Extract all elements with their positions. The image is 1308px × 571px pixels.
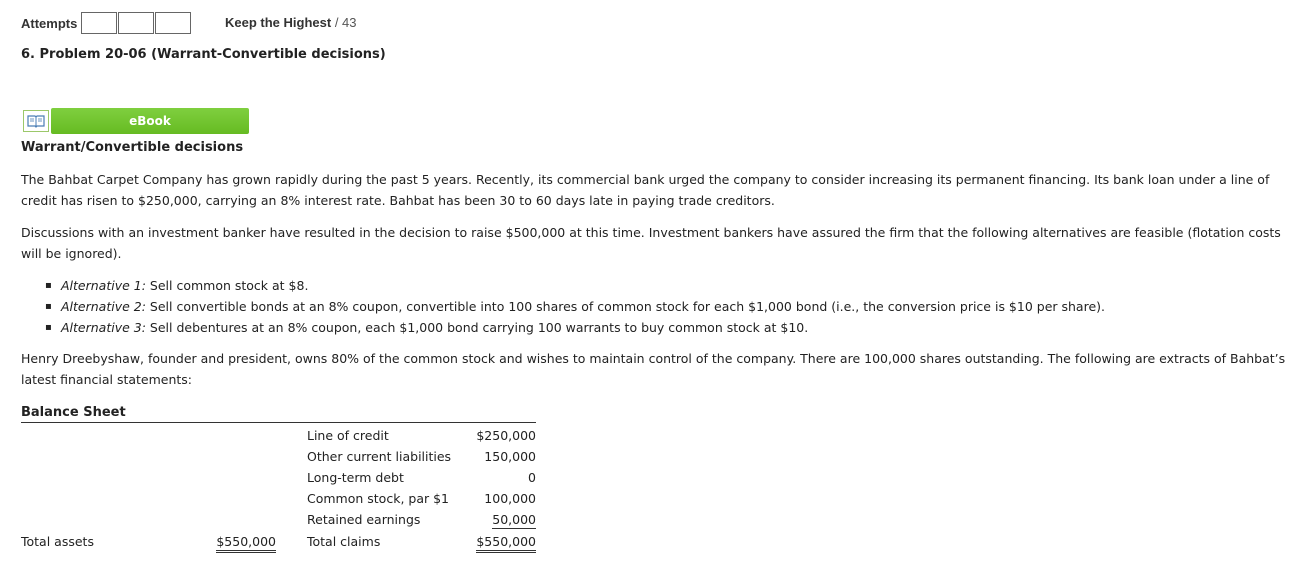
row-label: Retained earnings: [307, 512, 421, 527]
paragraph-intro: The Bahbat Carpet Company has grown rapidly during the past 5 years. Recently, its commercial bank urged the company to consider increasing its permanent financing. Its bank loan under a line of credit has risen to $250,000, carrying an 8% interest rate. Bahbat has been 30 to 60 days late in paying trade creditors.: [21, 172, 1270, 208]
attempt-boxes: [81, 12, 192, 34]
section-title: Warrant/Convertible decisions: [21, 140, 244, 155]
row-value: 0: [528, 470, 536, 485]
row-value: [456, 512, 536, 527]
ebook-button[interactable]: [21, 108, 249, 134]
total-claims-value-text: $550,000: [476, 534, 536, 553]
row-label: Line of credit: [307, 428, 389, 443]
list-item: [45, 317, 1105, 338]
alternative-text: Sell debentures at an 8% coupon, each $1,000 bond carrying 100 warrants to buy common stock at $10.: [145, 320, 809, 335]
total-assets-value-text: $550,000: [216, 534, 276, 553]
total-claims-label: Total claims: [307, 534, 381, 549]
ebook-label[interactable]: eBook: [51, 108, 249, 134]
alternative-label: Alternative 2:: [61, 299, 146, 314]
problem-title: 6. Problem 20-06 (Warrant-Convertible decisions): [21, 47, 386, 62]
total-claims-value: [456, 534, 536, 549]
row-label: Long-term debt: [307, 470, 404, 485]
attempts-label: Attempts: [21, 15, 78, 31]
balance-sheet-rule: [21, 422, 536, 423]
row-value: $250,000: [476, 428, 536, 443]
paragraph-discussions: Discussions with an investment banker have resulted in the decision to raise $500,000 at this time. Investment bankers have assured the firm that the following alternatives are feasible (flotation costs will be ignored).: [21, 225, 1281, 261]
balance-sheet-title: Balance Sheet: [21, 405, 126, 420]
paragraph-ownership: Henry Dreebyshaw, founder and president, owns 80% of the common stock and wishes to maintain control of the company. There are 100,000 shares outstanding. The following are extracts of Bahbat’s latest financial statements:: [21, 351, 1286, 387]
row-value: 150,000: [484, 449, 536, 464]
row-label: Other current liabilities: [307, 449, 452, 464]
attempt-box: [155, 12, 191, 34]
alternative-label: Alternative 3:: [61, 320, 146, 335]
alternative-label: Alternative 1:: [61, 278, 146, 293]
book-icon: [23, 110, 49, 132]
attempt-box: [81, 12, 117, 34]
attempt-box: [118, 12, 154, 34]
list-item: [45, 275, 1105, 296]
keep-highest-label: Keep the Highest: [225, 15, 332, 30]
row-value-text: 50,000: [492, 512, 536, 527]
attempts-row: [21, 11, 192, 35]
alternative-text: Sell convertible bonds at an 8% coupon, convertible into 100 shares of common stock for each $1,000 bond (i.e., the conversion price is $10 per share).: [145, 299, 1106, 314]
score: / 43: [334, 15, 357, 30]
row-value: 100,000: [484, 491, 536, 506]
alternative-text: Sell common stock at $8.: [145, 278, 309, 293]
alternatives-list: [45, 275, 1105, 338]
list-item: [45, 296, 1105, 317]
total-assets-label: Total assets: [21, 534, 94, 549]
total-assets-value: [196, 534, 276, 549]
keep-highest: [225, 15, 357, 30]
row-label: Common stock, par $1: [307, 491, 450, 506]
